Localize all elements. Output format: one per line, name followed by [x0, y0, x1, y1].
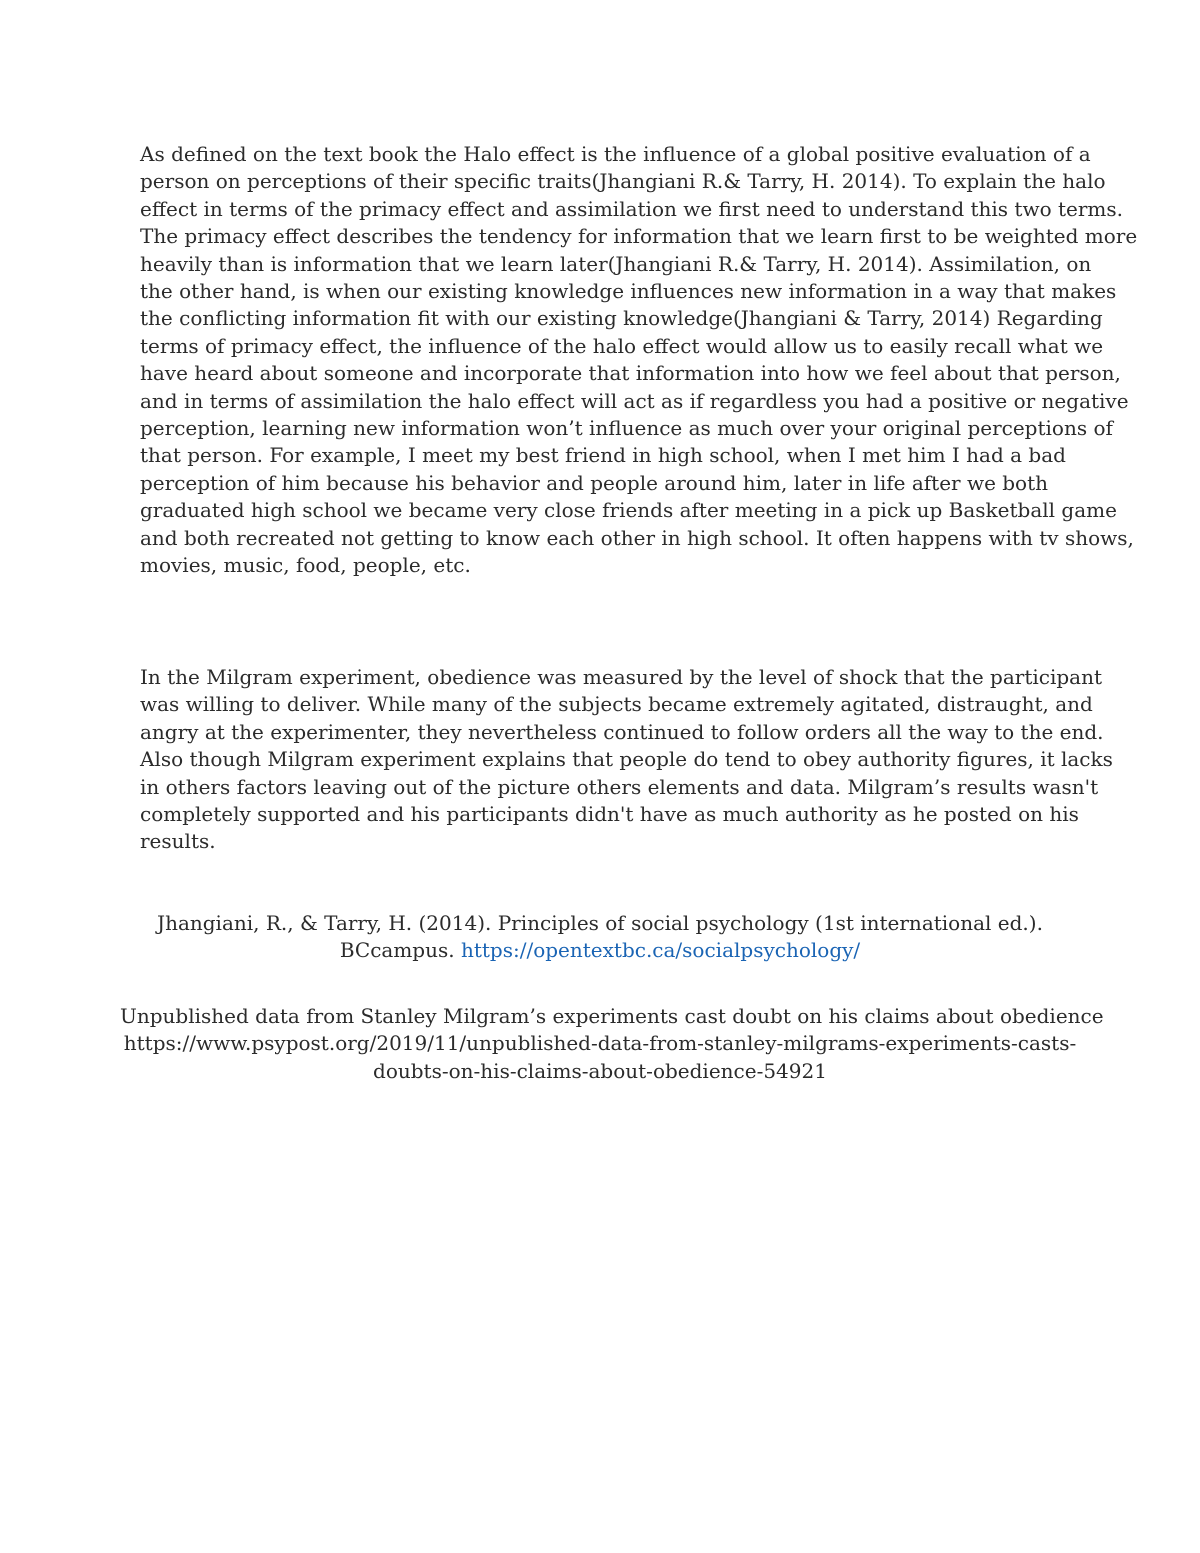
paragraph-line: As defined on the text book the Halo effect is the influence of a global positive evaluation of a: [140, 142, 1091, 166]
paragraph-line: and in terms of assimilation the halo effect will act as if regardless you had a positive or negative: [140, 388, 1129, 413]
reference-line: [120, 937, 1080, 964]
reference-psypost: [120, 1003, 1104, 1085]
paragraph-line: movies, music, food, people, etc.: [140, 553, 471, 578]
paragraph-line: The primacy effect describes the tendency for information that we learn first to be weighted more: [140, 224, 1138, 249]
paragraph-line: terms of primacy effect, the influence of the halo effect would allow us to easily recall what we: [140, 333, 1104, 358]
paragraph-line: Also though Milgram experiment explains that people do tend to obey authority figures, it lacks: [140, 747, 1113, 772]
reference-url-line: https://www.psypost.org/2019/11/unpublished-data-from-stanley-milgrams-experiments-casts-: [123, 1031, 1077, 1056]
milgram-paragraph: [140, 664, 1113, 856]
paragraph-line: the conflicting information fit with our existing knowledge(Jhangiani & Tarry, 2014) Regarding: [140, 306, 1103, 331]
paragraph-line: was willing to deliver. While many of the subjects became extremely agitated, distraught, and: [140, 692, 1093, 717]
reference-url-line: doubts-on-his-claims-about-obedience-54921: [373, 1058, 827, 1083]
paragraph-line: effect in terms of the primacy effect and assimilation we first need to understand this two terms.: [140, 196, 1123, 221]
paragraph-line: perception, learning new information won’t influence as much over your original perceptions of: [140, 416, 1113, 441]
reference-line: Jhangiani, R., & Tarry, H. (2014). Principles of social psychology (1st international ed.).: [157, 911, 1043, 935]
reference-link[interactable]: https://opentextbc.ca/socialpsychology/: [460, 938, 861, 963]
paragraph-line: In the Milgram experiment, obedience was measured by the level of shock that the participant: [140, 665, 1103, 689]
paragraph-line: perception of him because his behavior and people around him, later in life after we both: [140, 470, 1049, 495]
reference-line: Unpublished data from Stanley Milgram’s experiments cast doubt on his claims about obedience: [120, 1004, 1104, 1028]
paragraph-line: completely supported and his participants didn't have as much authority as he posted on his: [140, 802, 1079, 827]
halo-effect-paragraph: [140, 141, 1138, 580]
paragraph-line: person on perceptions of their specific traits(Jhangiani R.& Tarry, H. 2014). To explain the halo: [140, 169, 1106, 194]
reference-publisher: BCcampus.: [339, 938, 461, 963]
paragraph-line: results.: [140, 829, 216, 854]
paragraph-line: the other hand, is when our existing knowledge influences new information in a way that makes: [140, 279, 1117, 304]
paragraph-line: have heard about someone and incorporate that information into how we feel about that person,: [140, 361, 1121, 386]
paragraph-line: graduated high school we became very close friends after meeting in a pick up Basketball game: [140, 498, 1117, 523]
paragraph-line: that person. For example, I meet my best friend in high school, when I met him I had a bad: [140, 443, 1066, 468]
reference-jhangiani: [120, 910, 1080, 965]
paragraph-line: heavily than is information that we learn later(Jhangiani R.& Tarry, H. 2014). Assimilation, on: [140, 251, 1092, 276]
paragraph-line: angry at the experimenter, they nevertheless continued to follow orders all the way to the end.: [140, 719, 1104, 744]
paragraph-line: in others factors leaving out of the picture others elements and data. Milgram’s results wasn't: [140, 774, 1099, 799]
paragraph-line: and both recreated not getting to know each other in high school. It often happens with tv shows,: [140, 525, 1134, 550]
